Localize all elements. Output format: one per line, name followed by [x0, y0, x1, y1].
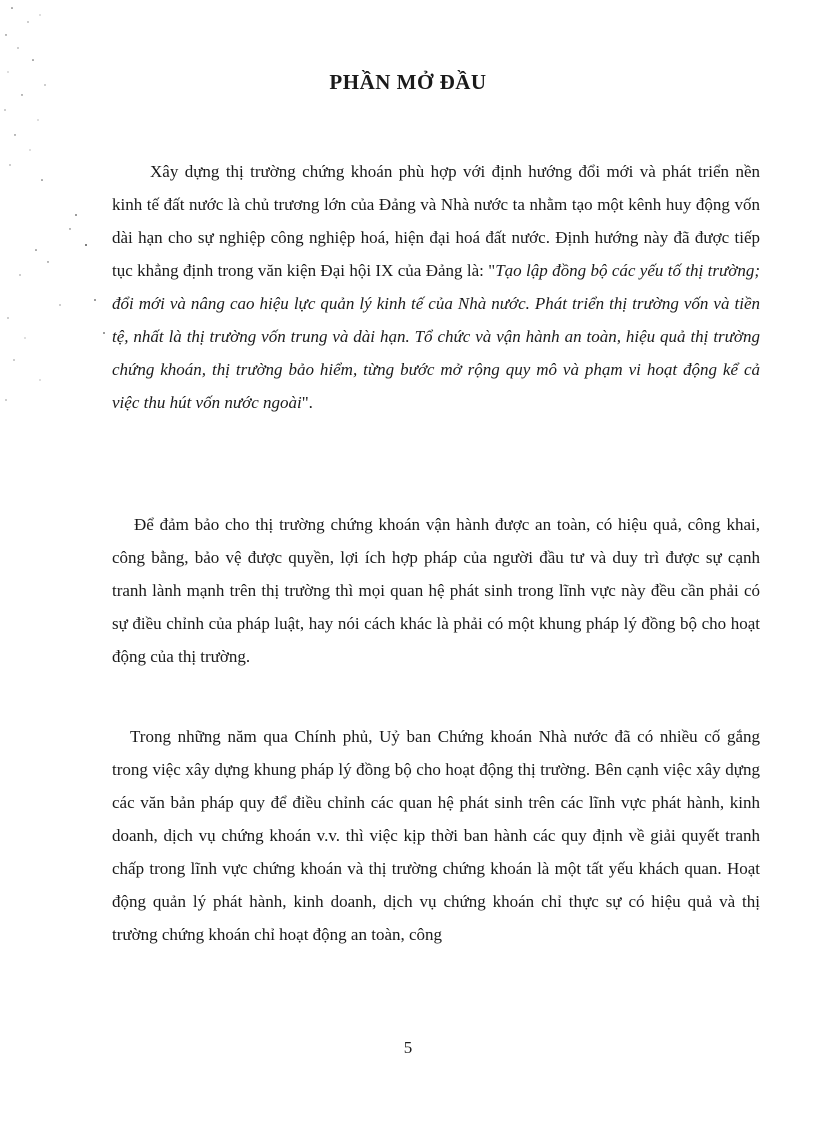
page-number: 5 — [403, 1038, 413, 1057]
paragraph-1-text: Xây dựng thị trường chứng khoán phù hợp với định hướng đổi mới và phát triển nền kinh tế đất nước là chủ trương lớn của Đảng và Nhà nước ta nhằm tạo một kênh huy động vốn dài hạn cho sự nghiệp công nghiệp hoá, hiện đại hoá đất nước. Định hướng này đã được tiếp tục khẳng định trong văn kiện Đại hội IX của Đảng là: " — [112, 162, 760, 280]
scan-speckles — [0, 0, 110, 420]
paragraph-1-quote: Tạo lập đồng bộ các yếu tố thị trường; đổi mới và nâng cao hiệu lực quản lý kinh tế của Nhà nước. Phát triển thị trường vốn và tiền tệ, nhất là thị trường vốn trung và dài hạn. Tổ chức và vận hành an toàn, hiệu quả thị trường chứng khoán, thị trường bảo hiểm, từng bước mở rộng quy mô và phạm vi hoạt động kể cả việc thu hút vốn nước ngoài — [112, 261, 760, 412]
page-title: PHẦN MỞ ĐẦU — [329, 70, 487, 94]
paragraph-2: Để đảm bảo cho thị trường chứng khoán vận hành được an toàn, có hiệu quả, công khai, công bằng, bảo vệ được quyền, lợi ích hợp pháp của người đầu tư và duy trì được sự cạnh tranh lành mạnh trên thị trường thì mọi quan hệ phát sinh trong lĩnh vực này đều cần phải có sự điều chỉnh của pháp luật, hay nói cách khác là phải có một khung pháp lý đồng bộ cho hoạt động của thị trường. — [112, 515, 760, 666]
paragraph-3: Trong những năm qua Chính phủ, Uỷ ban Chứng khoán Nhà nước đã có nhiều cố gắng trong việc xây dựng khung pháp lý đồng bộ cho hoạt động thị trường. Bên cạnh việc xây dựng các văn bản pháp quy để điều chỉnh các quan hệ phát sinh trên các lĩnh vực phát hành, kinh doanh, dịch vụ chứng khoán v.v. thì việc kịp thời ban hành các quy định về giải quyết tranh chấp trong lĩnh vực chứng khoán và thị trường chứng khoán là một tất yếu khách quan. Hoạt động quản lý phát hành, kinh doanh, dịch vụ chứng khoán chỉ thực sự có hiệu quả và thị trường chứng khoán chỉ hoạt động an toàn, công — [112, 727, 760, 944]
paragraph-1 — [112, 155, 760, 419]
paragraph-1-end: ". — [301, 393, 313, 412]
